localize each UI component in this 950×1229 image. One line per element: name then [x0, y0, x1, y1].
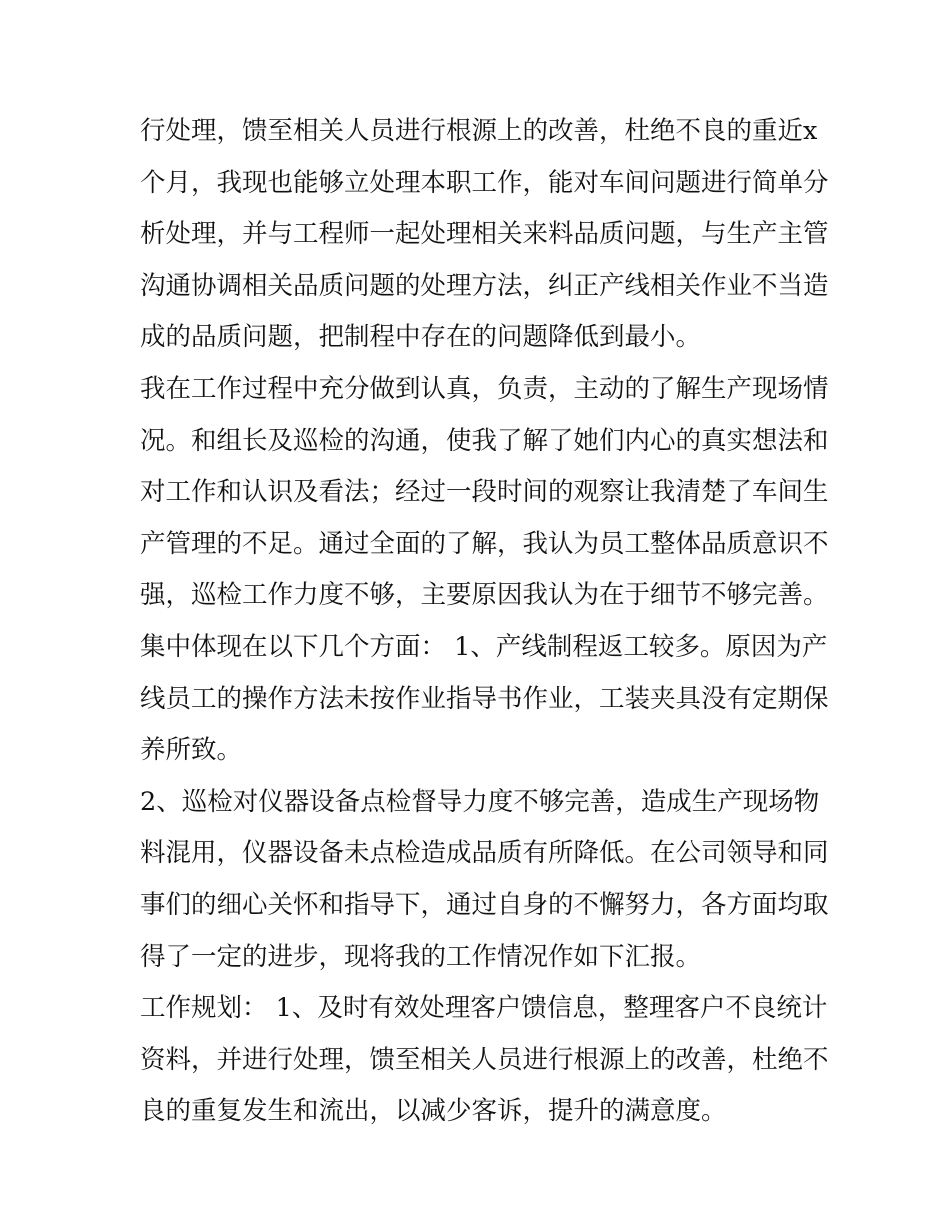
text-line: 强，巡检工作力度不够，主要原因我认为在于细节不够完善。 — [140, 580, 829, 611]
text-line: 料混用，仪器设备未点检造成品质有所降低。在公司领导和同 — [140, 838, 829, 869]
document-body — [140, 106, 829, 1138]
text-line: 个月，我现也能够立处理本职工作，能对车间问题进行简单分 — [140, 167, 829, 198]
text-line: 资料，并进行处理，馈至相关人员进行根源上的改善，杜绝不 — [140, 1044, 829, 1075]
text-line: 况。和组长及巡检的沟通，使我了解了她们内心的真实想法和 — [140, 425, 829, 456]
text-line: 我在工作过程中充分做到认真，负责，主动的了解生产现场情 — [140, 373, 829, 404]
text-line: 2、巡检对仪器设备点检督导力度不够完善，造成生产现场物 — [140, 786, 820, 817]
text-line: 沟通协调相关品质问题的处理方法，纠正产线相关作业不当造 — [140, 270, 829, 301]
text-line: 良的重复发生和流出，以减少客诉，提升的满意度。 — [140, 1096, 727, 1127]
text-line: 对工作和认识及看法；经过一段时间的观察让我清楚了车间生 — [140, 477, 829, 508]
text-line: 行处理，馈至相关人员进行根源上的改善，杜绝不良的重近x — [140, 116, 818, 146]
text-line: 成的品质问题，把制程中存在的问题降低到最小。 — [140, 322, 702, 353]
text-line: 养所致。 — [140, 735, 243, 766]
text-line: 集中体现在以下几个方面： 1、产线制程返工较多。原因为产 — [140, 631, 828, 662]
text-line: 工作规划： 1、及时有效处理客户馈信息，整理客户不良统计 — [140, 993, 828, 1024]
text-line: 产管理的不足。通过全面的了解，我认为员工整体品质意识不 — [140, 528, 829, 559]
text-line: 析处理，并与工程师一起处理相关来料品质问题，与生产主管 — [140, 219, 829, 250]
text-line: 事们的细心关怀和指导下，通过自身的不懈努力，各方面均取 — [140, 889, 829, 920]
text-line: 得了一定的进步，现将我的工作情况作如下汇报。 — [140, 941, 702, 972]
text-line: 线员工的操作方法未按作业指导书作业，工装夹具没有定期保 — [140, 683, 829, 714]
